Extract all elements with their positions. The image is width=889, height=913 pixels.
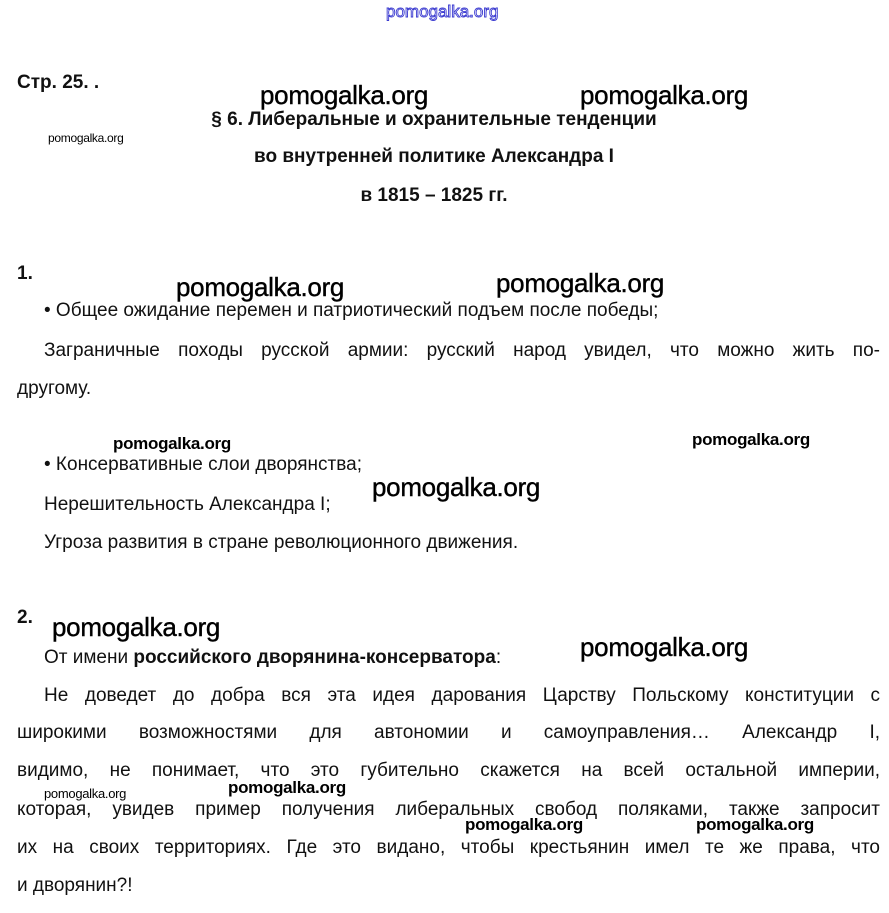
question-2-number: 2.	[17, 607, 33, 628]
answer-line: широкими возможностями для автономии и самоуправления… Александр I,	[17, 722, 880, 743]
watermark: pomogalka.org	[580, 80, 749, 110]
site-watermark-top: pomogalka.org	[386, 2, 499, 21]
watermark: pomogalka.org	[580, 632, 749, 662]
watermark: pomogalka.org	[48, 131, 124, 145]
answer-line: Нерешительность Александра I;	[44, 494, 331, 515]
answer-line: которая, увидев пример получения либеральных свобод поляками, также запросит	[17, 799, 880, 820]
intro-suffix: :	[495, 647, 502, 668]
watermark: pomogalka.org	[260, 80, 429, 110]
answer-line: • Консервативные слои дворянства;	[44, 454, 362, 475]
answer-intro	[44, 646, 501, 670]
watermark: pomogalka.org	[44, 786, 127, 801]
answer-line: Не доведет до добра вся эта идея дарования Царству Польскому конституции с	[44, 685, 880, 706]
intro-prefix: От имени	[44, 647, 134, 668]
watermark: pomogalka.org	[228, 778, 346, 797]
watermark: pomogalka.org	[113, 434, 231, 453]
answer-line: другому.	[17, 378, 92, 399]
section-title-line-2: во внутренней политике Александра I	[254, 146, 614, 167]
question-1-number: 1.	[17, 263, 33, 284]
watermark: pomogalka.org	[465, 815, 583, 834]
answer-line: Угроза развития в стране революционного движения.	[44, 532, 519, 553]
intro-bold: российского дворянина-консерватора	[133, 647, 496, 668]
watermark: pomogalka.org	[696, 815, 814, 834]
answer-line: видимо, не понимает, что это губительно скажется на всей остальной империи,	[17, 760, 880, 781]
watermark: pomogalka.org	[176, 272, 345, 302]
answer-line: их на своих территориях. Где это видано, чтобы крестьянин имел те же права, что	[17, 837, 880, 858]
watermark: pomogalka.org	[496, 268, 665, 298]
answer-line: и дворянин?!	[17, 875, 133, 896]
page-number: Стр. 25. .	[17, 72, 100, 93]
watermark: pomogalka.org	[372, 472, 541, 502]
watermark: pomogalka.org	[692, 430, 810, 449]
answer-line: • Общее ожидание перемен и патриотический подъем после победы;	[44, 300, 659, 321]
section-title-line-3: в 1815 – 1825 гг.	[360, 185, 508, 206]
answer-line: Заграничные походы русской армии: русский народ увидел, что можно жить по-	[44, 340, 880, 361]
section-title-line-1: § 6. Либеральные и охранительные тенденции	[211, 109, 657, 130]
watermark: pomogalka.org	[52, 612, 221, 642]
